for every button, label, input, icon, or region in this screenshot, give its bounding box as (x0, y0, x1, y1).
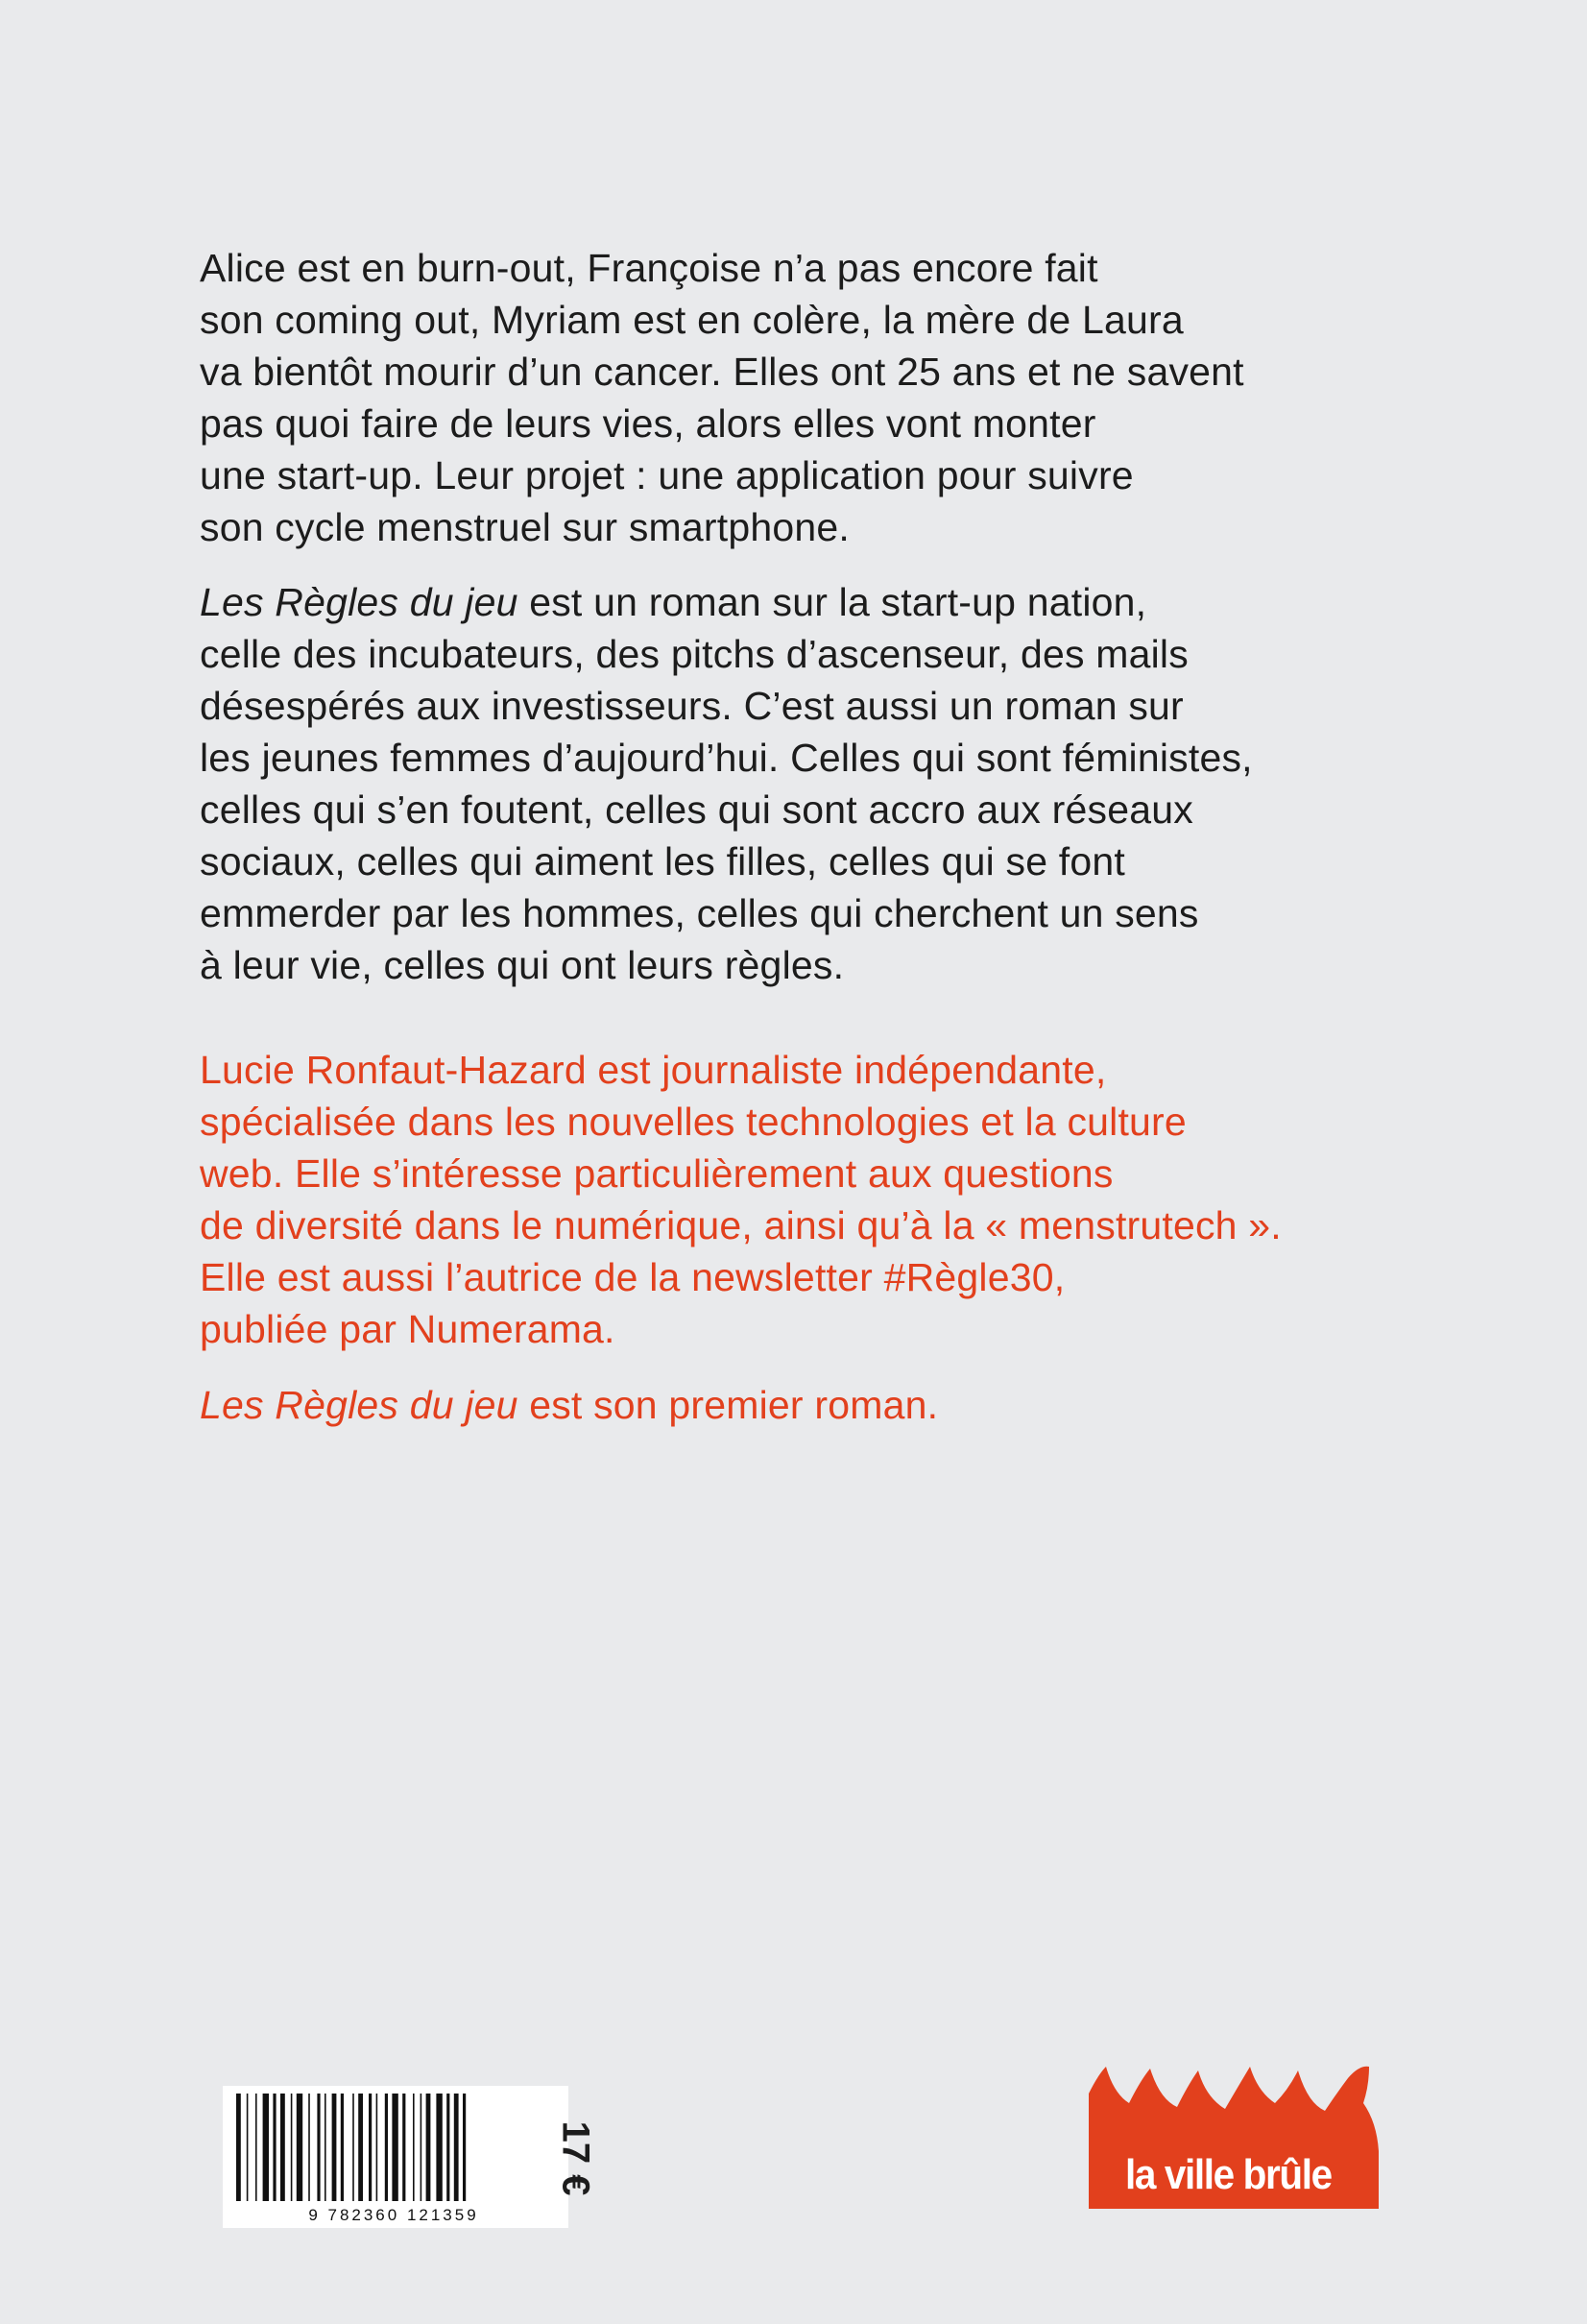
barcode-bar (376, 2094, 378, 2201)
barcode-bar (247, 2094, 249, 2201)
synopsis-line: emmerder par les hommes, celles qui cherchent un sens (200, 891, 1199, 935)
barcode-bar (421, 2094, 422, 2201)
author-bio (200, 1044, 1409, 1355)
synopsis-line: Alice est en burn-out, Françoise n’a pas encore fait (200, 246, 1098, 290)
author-line: publiée par Numerama. (200, 1307, 615, 1351)
synopsis-line: sociaux, celles qui aiment les filles, celles qui se font (200, 839, 1125, 884)
barcode-bar (358, 2094, 363, 2201)
synopsis-text (200, 242, 1409, 553)
barcode-bar (454, 2094, 459, 2201)
barcode-bar (332, 2094, 337, 2201)
barcode-bar (392, 2094, 397, 2201)
author-line: de diversité dans le numérique, ainsi qu’à la « menstrutech ». (200, 1203, 1282, 1247)
first-novel-note (200, 1379, 1409, 1431)
price-label: 17 € (554, 2120, 597, 2196)
synopsis-line: pas quoi faire de leurs vies, alors elles vont monter (200, 401, 1096, 446)
synopsis-line: une start-up. Leur projet : une application pour suivre (200, 453, 1134, 497)
synopsis-line: son coming out, Myriam est en colère, la mère de Laura (200, 298, 1184, 342)
barcode-bar (263, 2094, 269, 2201)
barcode-bar (385, 2094, 388, 2201)
author-line: spécialisée dans les nouvelles technologies et la culture (200, 1100, 1187, 1144)
barcode-bar (297, 2094, 302, 2201)
synopsis-text-2 (200, 576, 1409, 991)
barcode-bar (402, 2094, 405, 2201)
barcode-bar (273, 2094, 276, 2201)
book-title: Les Règles du jeu (200, 1383, 518, 1427)
barcode-bar (255, 2094, 257, 2201)
barcode-bar (426, 2094, 431, 2201)
synopsis-line (200, 576, 1409, 628)
barcode-bar (291, 2094, 293, 2201)
isbn-digits: 9 782360 121359 (308, 2206, 479, 2224)
barcode-bar (236, 2094, 241, 2201)
synopsis-line: son cycle menstruel sur smartphone. (200, 505, 850, 549)
synopsis-paragraph-2 (200, 576, 1409, 991)
barcode-bar (436, 2094, 442, 2201)
synopsis-line-rest: est un roman sur la start-up nation, (517, 580, 1147, 624)
first-novel-text (200, 1379, 1409, 1431)
synopsis-line: celles qui s’en foutent, celles qui sont accro aux réseaux (200, 787, 1193, 832)
synopsis-line: les jeunes femmes d’aujourd’hui. Celles qui sont féministes, (200, 736, 1253, 780)
barcode-bar (446, 2094, 449, 2201)
first-novel-rest: est son premier roman. (517, 1383, 939, 1427)
author-line: Elle est aussi l’autrice de la newsletter #Règle30, (200, 1255, 1066, 1299)
synopsis-line: celle des incubateurs, des pitchs d’ascenseur, des mails (200, 632, 1189, 676)
barcode-bar (308, 2094, 310, 2201)
synopsis-line: à leur vie, celles qui ont leurs règles. (200, 943, 845, 987)
author-bio-text (200, 1044, 1409, 1355)
synopsis-line: va bientôt mourir d’un cancer. Elles ont 25 ans et ne savent (200, 350, 1244, 394)
barcode-bar (325, 2094, 326, 2201)
barcode-bar (463, 2094, 466, 2201)
barcode-bar (413, 2094, 415, 2201)
publisher-name: la ville brûle (1125, 2151, 1332, 2198)
synopsis-paragraph-1 (200, 242, 1409, 553)
barcode-bar (369, 2094, 372, 2201)
synopsis-line: désespérés aux investisseurs. C’est aussi un roman sur (200, 684, 1184, 728)
author-line: Lucie Ronfaut-Hazard est journaliste indépendante, (200, 1048, 1107, 1092)
first-novel-line (200, 1379, 1409, 1431)
author-line: web. Elle s’intéresse particulièrement aux questions (200, 1151, 1114, 1196)
barcode-bar (341, 2094, 344, 2201)
barcode-bar (352, 2094, 354, 2201)
book-title: Les Règles du jeu (200, 580, 518, 624)
barcode-bar (280, 2094, 285, 2201)
barcode-bar (317, 2094, 320, 2201)
isbn-barcode (223, 2086, 568, 2228)
